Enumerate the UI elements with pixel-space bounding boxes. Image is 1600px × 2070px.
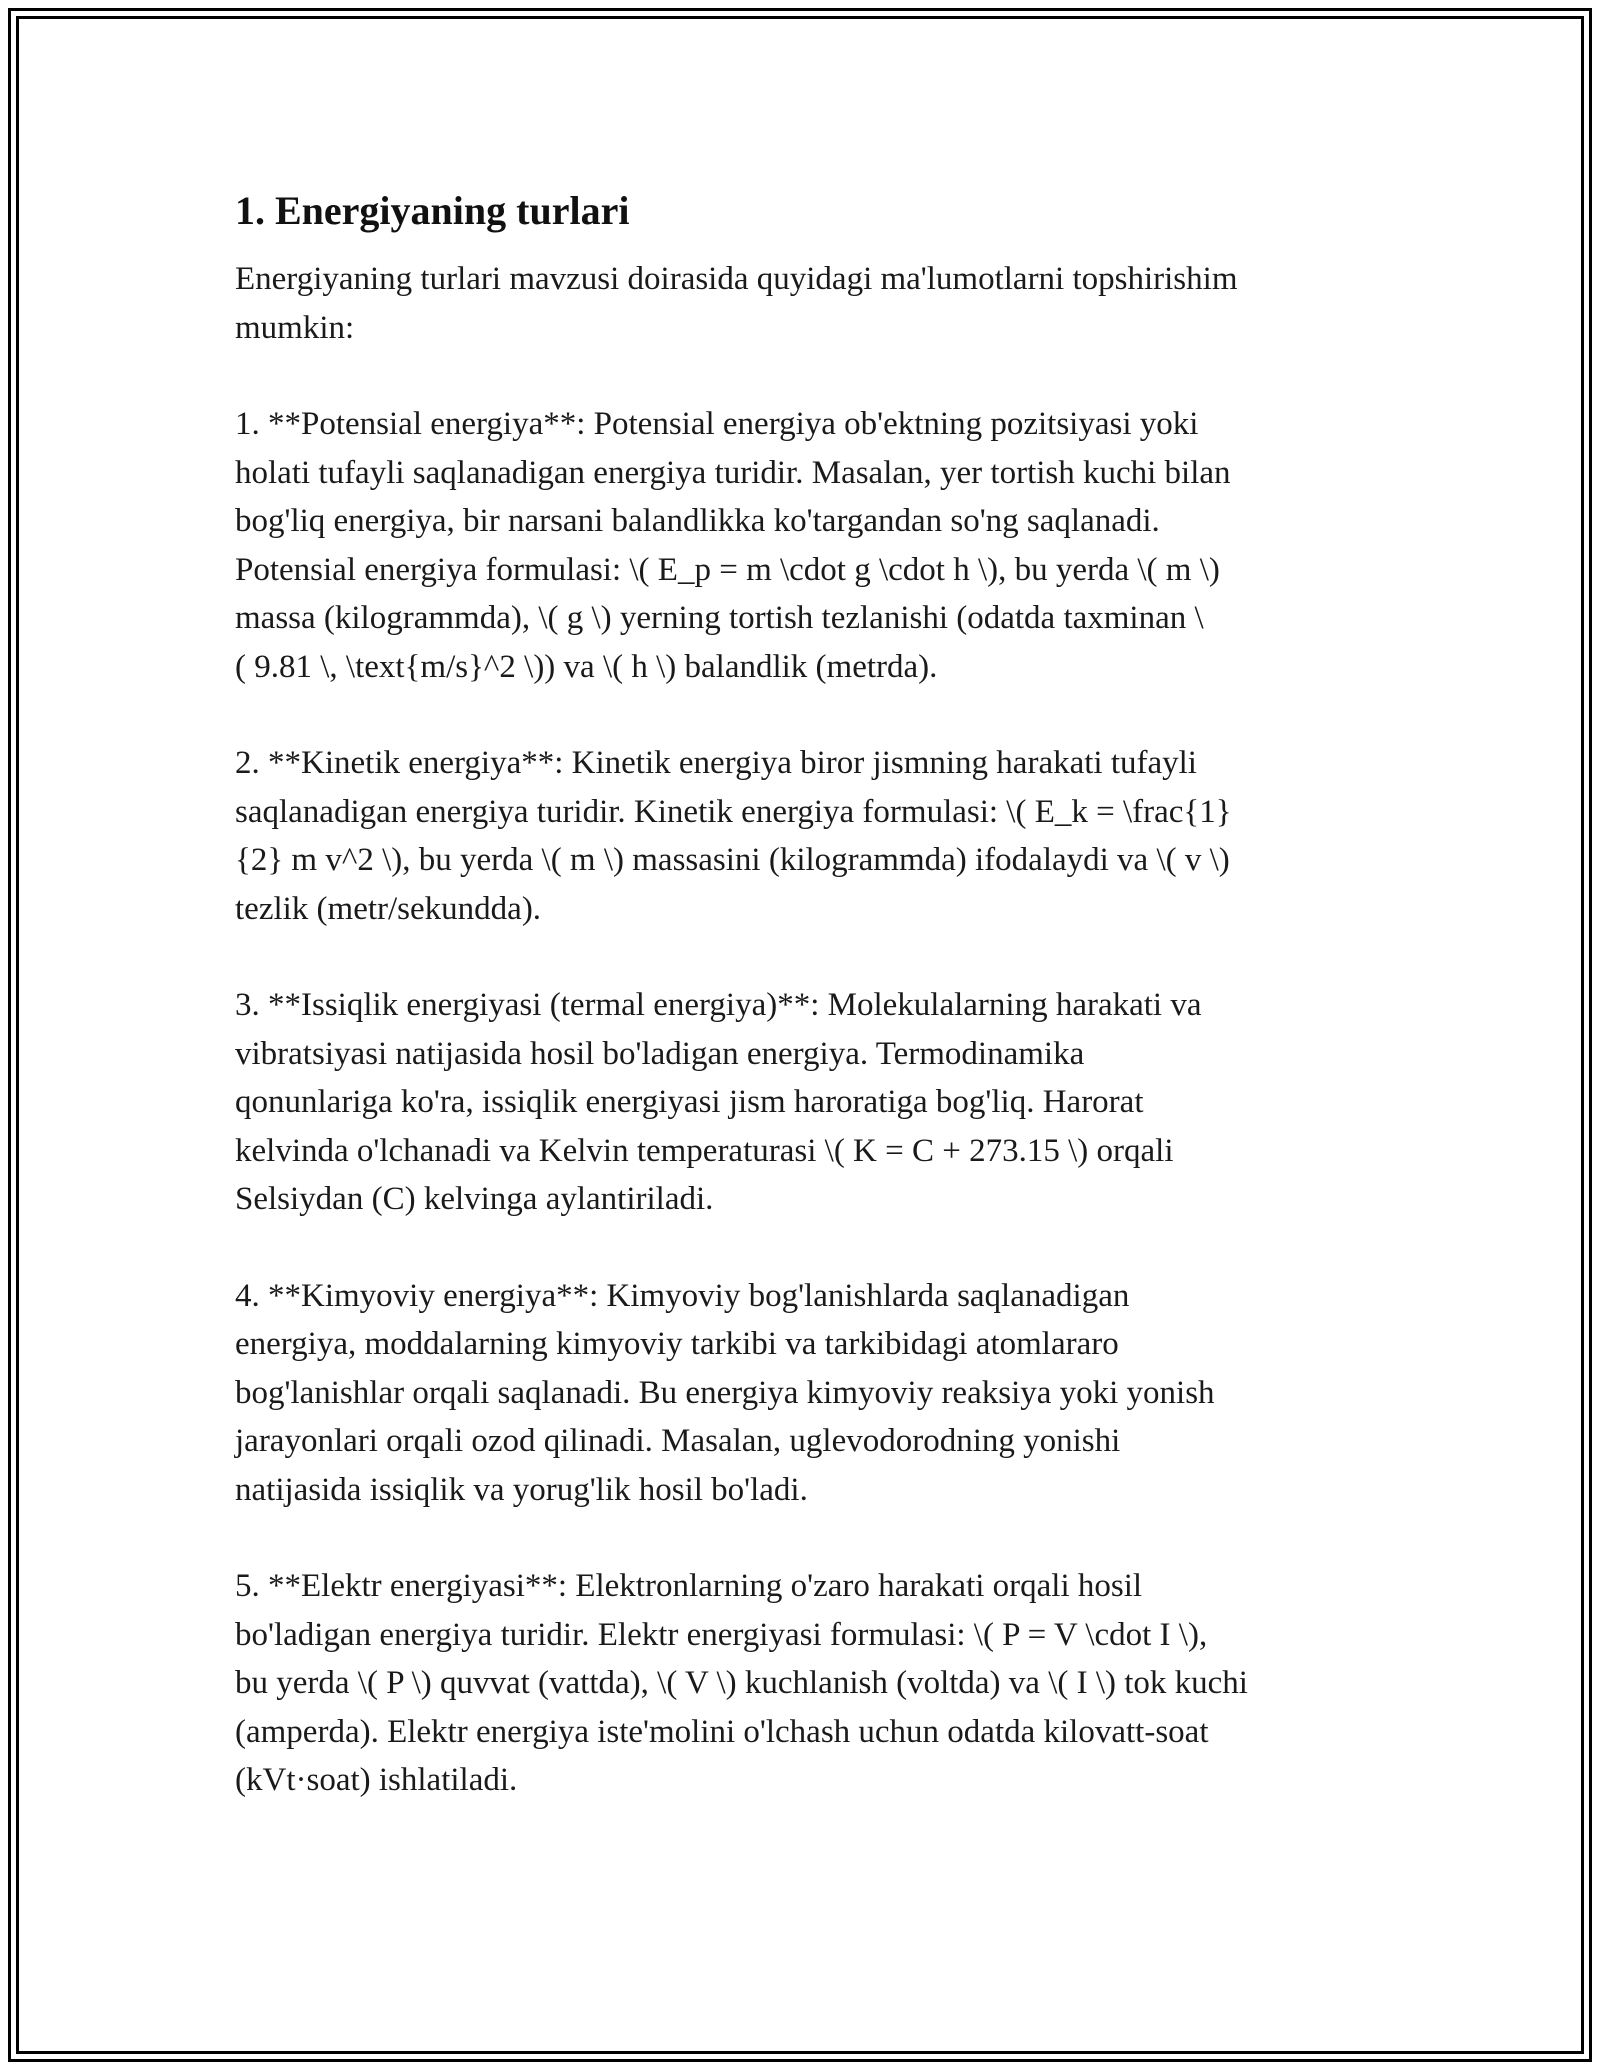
potential-energy-paragraph: 1. **Potensial energiya**: Potensial energiya ob'ektning pozitsiyasi yoki holati tufayli saqlanadigan energiya turidir. Masalan, yer tortish kuchi bilan bog'liq energiya, bir narsani balandlikka ko'targandan so'ng saqlanadi. Potensial energiya formulasi: \( E_p = m \cdot g \cdot h \), bu yerda \( m \) massa (kilogrammda), \( g \) yerning tortish tezlanishi (odatda taxminan \ ( 9.81 \, \text{m/s}^2 \)) va \( h \) balandlik (metrda). bbox=[235, 406, 1231, 685]
intro-paragraph: Energiyaning turlari mavzusi doirasida quyidagi ma'lumotlarni topshirishim mumkin: bbox=[235, 261, 1238, 346]
document-body bbox=[235, 185, 1370, 1853]
kinetic-energy-paragraph: 2. **Kinetik energiya**: Kinetik energiya biror jismning harakati tufayli saqlanadigan energiya turidir. Kinetik energiya formulasi: \( E_k = \frac{1} {2} m v^2 \), bu yerda \( m \) massasini (kilogrammda) ifodalaydi va \( v \) tezlik (metr/sekundda). bbox=[235, 745, 1232, 927]
chemical-energy-paragraph: 4. **Kimyoviy energiya**: Kimyoviy bog'lanishlarda saqlanadigan energiya, moddalarning kimyoviy tarkibi va tarkibidagi atomlararo bog'lanishlar orqali saqlanadi. Bu energiya kimyoviy reaksiya yoki yonish jarayonlari orqali ozod qilinadi. Masalan, uglevodorodning yonishi natijasida issiqlik va yorug'lik hosil bo'ladi. bbox=[235, 1277, 1215, 1508]
document-title: 1. Energiyaning turlari bbox=[235, 188, 630, 233]
electrical-energy-paragraph: 5. **Elektr energiyasi**: Elektronlarning o'zaro harakati orqali hosil bo'ladigan energiya turidir. Elektr energiyasi formulasi: \( P = V \cdot I \), bu yerda \( P \) quvvat (vattda), \( V \) kuchlanish (voltda) va \( I \) tok kuchi (amperda). Elektr energiya iste'molini o'lchash uchun odatda kilovatt-soat (kVt·soat) ishlatiladi. bbox=[235, 1568, 1248, 1798]
thermal-energy-paragraph: 3. **Issiqlik energiyasi (termal energiya)**: Molekulalarning harakati va vibratsiyasi natijasida hosil bo'ladigan energiya. Termodinamika qonunlariga ko'ra, issiqlik energiyasi jism haroratiga bog'liq. Harorat kelvinda o'lchanadi va Kelvin temperaturasi \( K = C + 273.15 \) orqali Selsiydan (C) kelvinga aylantiriladi. bbox=[235, 987, 1202, 1217]
